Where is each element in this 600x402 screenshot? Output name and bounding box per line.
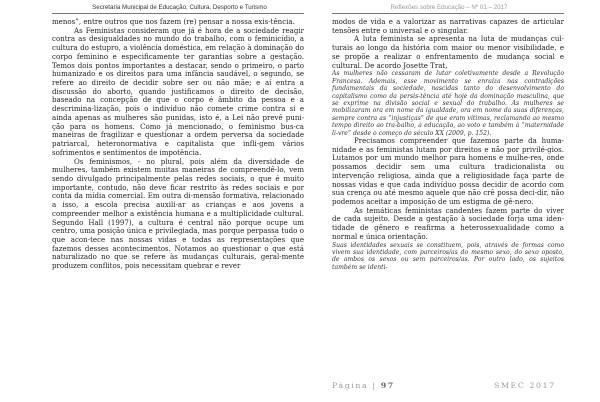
paragraph-feminismos: Os feminismos, - no plural, pois além da diversidade de mulheres, também existem muitas maneiras de compreendê-lo, vem sendo divulgado principalmente pelas redes sociais, o que é muito importante, contudo, não deve ficar restrito às redes sociais e por conta da mídia comercial. Em outra di-mensão formativa, relacionado a isso, a escola precisa auxili-ar as crianças e aos jovens a compreender melhor a existência humana e a multiplicidade cultural. Segundo Hall (1997), a cultura é central não porque ocupe um centro, uma posição única e privilegiada, mas porque perpassa tudo o que acon-tece nas nossas vidas e todas as representações que fazemos desses acontecimentos. Notamos ao questionar o que está naturalizado no que se refere às mudanças culturais, geral-mente produzem conflitos, pois necessitam quebrar e rever: [52, 156, 304, 271]
right-column: [332, 18, 564, 271]
header-rule-left: [52, 13, 304, 14]
block-quote-identidades: Suas identidades sexuais se constituem, pois, através de formas como vivem sua identidade, com parceiros/as do mesmo sexo, do sexo oposto, de ambos os sexos ou sem parceiros/as. Por outro lado, os sujeitos também se identi-: [332, 241, 564, 271]
header-rule-right: [332, 13, 564, 14]
running-header-left: Secretaria Municipal de Educação, Cultura, Desporto e Turismo: [92, 4, 267, 11]
paragraph-tematicas: As temáticas feministas candentes fazem parte do viver de cada sujeito. Desde a gestação à sociedade forja uma iden-tidade de gênero e reafirma a heterossexualidade como a normal e única orientação.: [332, 205, 564, 241]
footer-publisher-year: SMEC 2017: [494, 381, 556, 390]
paragraph-feministas: As Feministas consideram que já é hora de a sociedade reagir contra as desigualdades no mundo do trabalho, com o feminicídio, a cultura do estupro, a violência doméstica, em relação à dominação do corpo feminino e especificamente ter garantias sobre a gestação. Temos dois pontos importantes a destacar, sendo o primeiro, o parto humanizado e os direitos para uma infância saudável, o segundo, se refere ao direito de decidir sobre ser ou não mãe; e aí entra a discussão do aborto, quando justificamos o direito de decisão, baseado na concepção de que o corpo é âmbito da pessoa e a descrimina-lização, pois o indivíduo não comete crime contra si e ainda apenas as mulheres são punidas, isto é, a Lei não prevê puni-ção para os homens. Como já mencionado, o feminismo bus-ca maneiras de fragilizar e questionar a ordem perversa da sociedade patriarcal, heteronormativa e capitalista que infli-gem vários sofrimentos e sentimentos de impotência.: [52, 25, 304, 157]
paragraph-luta-feminista: A luta feminista se apresenta na luta de mudanças cul-turais ao longo da história com maior ou menor visibilidade, e se propõe a realizar o enfrentamento de mudança social e cultural. De acordo Josette Trat,: [332, 34, 564, 70]
block-quote-trat: As mulheres não cessaram de lutar coletivamente desde a Revolução Francesa. Ademais, esse movimento se enraíza nas contradições fundamentais da sociedade, nascidas tanto do desenvolvimento do capitalismo como da persis-tência até hoje da dominação masculina, que se exprime na divisão social e sexual do trabalho. As mulheres se mobilizaram ora em nome da igualdade, ora em nome da suas diferenças, sempre contra as “injustiças” de que eram vítimas, reclamando ao mesmo tempo direito ao tra-balho, à educação, ao voto e também à “maternidade li-vre” desde o começo do século XX (2009, p. 152).: [332, 70, 564, 137]
page-number-footer: Página | 97: [332, 381, 395, 390]
paragraph-modos-de-vida: modos de vida e a valorizar as narrativas capazes de articular tensões entre o universal e o singular.: [332, 17, 564, 35]
page-label: Página: [332, 381, 369, 390]
left-column: [52, 18, 304, 271]
paragraph-continuation: menos”, entre outros que nos fazem (re) pensar a nossa exis-tência.: [52, 17, 295, 26]
running-header-right: Reflexões sobre Educação – Nº 01 – 2017: [390, 4, 508, 11]
page-number: 97: [380, 381, 395, 390]
paragraph-precisamos: Precisamos compreender que fazemos parte da huma-nidade e as feministas lutam por direitos e não por privilé-gios. Lutamos por um mundo melhor para homens e mulhe-res, onde possamos decidir sem uma cultura tradicionalista ou intervenção religiosa, ainda que a religiosidade faça parte de nossas vidas e que cada indivíduo possa decidir de acordo com sua crença ou até mesmo aquele que não crê possa deci-dir, não podemos aceitar a imposição de um estigma de gê-nero.: [332, 135, 564, 206]
